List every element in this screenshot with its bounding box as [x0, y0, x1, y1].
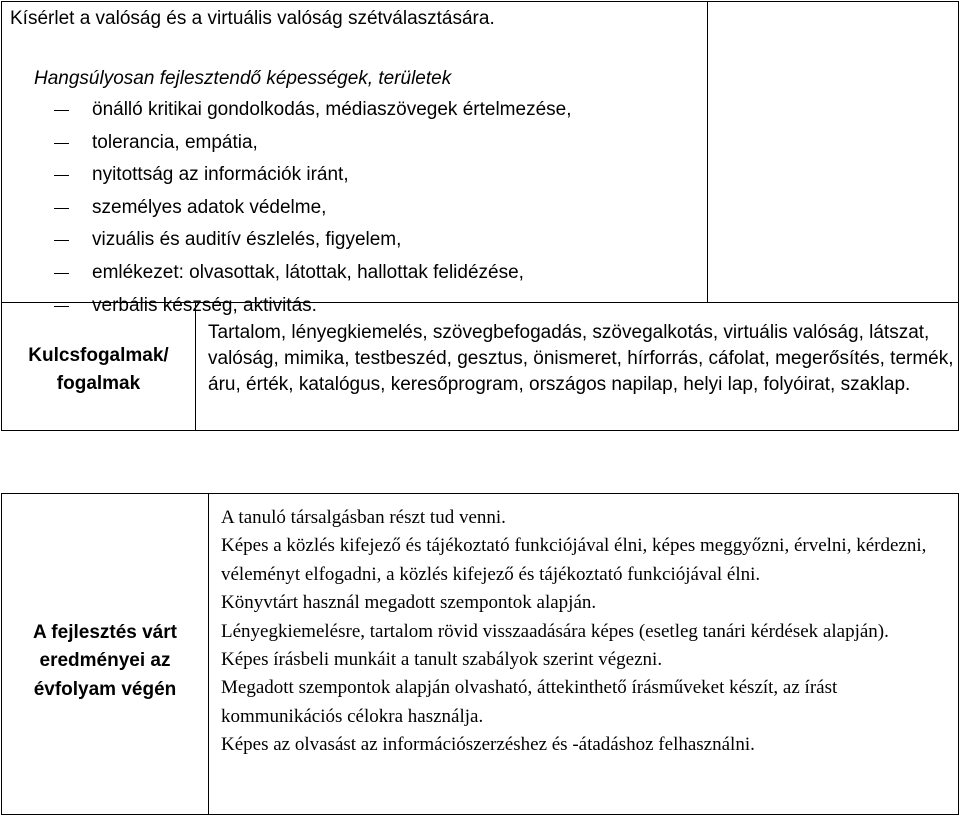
result-item: Képes írásbeli munkáit a tanult szabályok szerint végezni. [221, 649, 663, 671]
skill-text: tolerancia, empátia, [92, 131, 258, 153]
results-label-line: évfolyam végén [33, 678, 177, 700]
list-item [54, 224, 571, 257]
keywords-label-line: fogalmak [56, 372, 141, 394]
result-item: Könyvtárt használ megadott szempontok alapján. [221, 592, 597, 614]
results-label-cell [2, 494, 209, 815]
list-item [54, 159, 571, 192]
result-item: Képes az olvasást az információszerzéshez és -átadáshoz felhasználni. [221, 734, 755, 756]
curriculum-table-results [1, 493, 959, 815]
skill-text: személyes adatok védelme, [92, 196, 327, 218]
empty-cell [708, 2, 959, 303]
curriculum-table-top [1, 1, 959, 431]
result-item: Megadott szempontok alapján olvasható, áttekinthető írásműveket készít, az írást kommunikációs célokra használja. [221, 677, 838, 727]
skill-text: önálló kritikai gondolkodás, médiaszövegek értelmezése, [92, 99, 572, 120]
result-item: A tanuló társalgásban részt tud venni. [221, 507, 506, 528]
result-item: Képes a közlés kifejező és tájékoztató funkciójával élni, képes meggyőzni, érvelni, kérdezni, véleményt elfogadni, a közlés kifejező és tájékoztató funkciójával élni. [221, 535, 927, 585]
list-item [54, 127, 571, 160]
dash-bullet-icon [54, 208, 69, 209]
skill-text: verbális készség, aktivitás. [92, 294, 317, 316]
list-item [54, 290, 571, 323]
intro-text: Kísérlet a valóság és a virtuális valóság szétválasztására. [10, 8, 495, 29]
dash-bullet-icon [54, 273, 69, 274]
dash-bullet-icon [54, 306, 69, 307]
skills-list [54, 94, 571, 322]
topic-description-cell [2, 2, 708, 316]
result-item: Lényegkiemelésre, tartalom rövid visszaadására képes (esetleg tanári kérdések alapján). [221, 620, 889, 642]
dash-bullet-icon [54, 175, 69, 176]
skill-text: vizuális és auditív észlelés, figyelem, [92, 229, 402, 251]
results-label-line: eredményei az [39, 650, 171, 672]
dash-bullet-icon [54, 110, 69, 111]
skill-text: emlékezet: olvasottak, látottak, hallottak felidézése, [92, 261, 524, 283]
skills-title: Hangsúlyosan fejlesztendő képességek, területek [34, 68, 452, 89]
list-item [54, 192, 571, 225]
skill-text: nyitottság az információk iránt, [92, 164, 349, 186]
results-text-cell [209, 494, 959, 815]
dash-bullet-icon [54, 240, 69, 241]
list-item [54, 94, 571, 127]
keywords-label-line: Kulcsfogalmak/ [28, 344, 169, 366]
keywords-text: Tartalom, lényegkiemelés, szövegbefogadás, szövegalkotás, virtuális valóság, látszat, valóság, mimika, testbeszéd, gesztus, önismeret, hírforrás, cáfolat, megerősítés, termék, áru, érték, katalógus, keresőprogram, országos napilap, helyi lap, folyóirat, szaklap. [208, 322, 954, 395]
dash-bullet-icon [54, 143, 69, 144]
results-label-line: A fejlesztés várt [33, 621, 177, 643]
list-item [54, 257, 571, 290]
